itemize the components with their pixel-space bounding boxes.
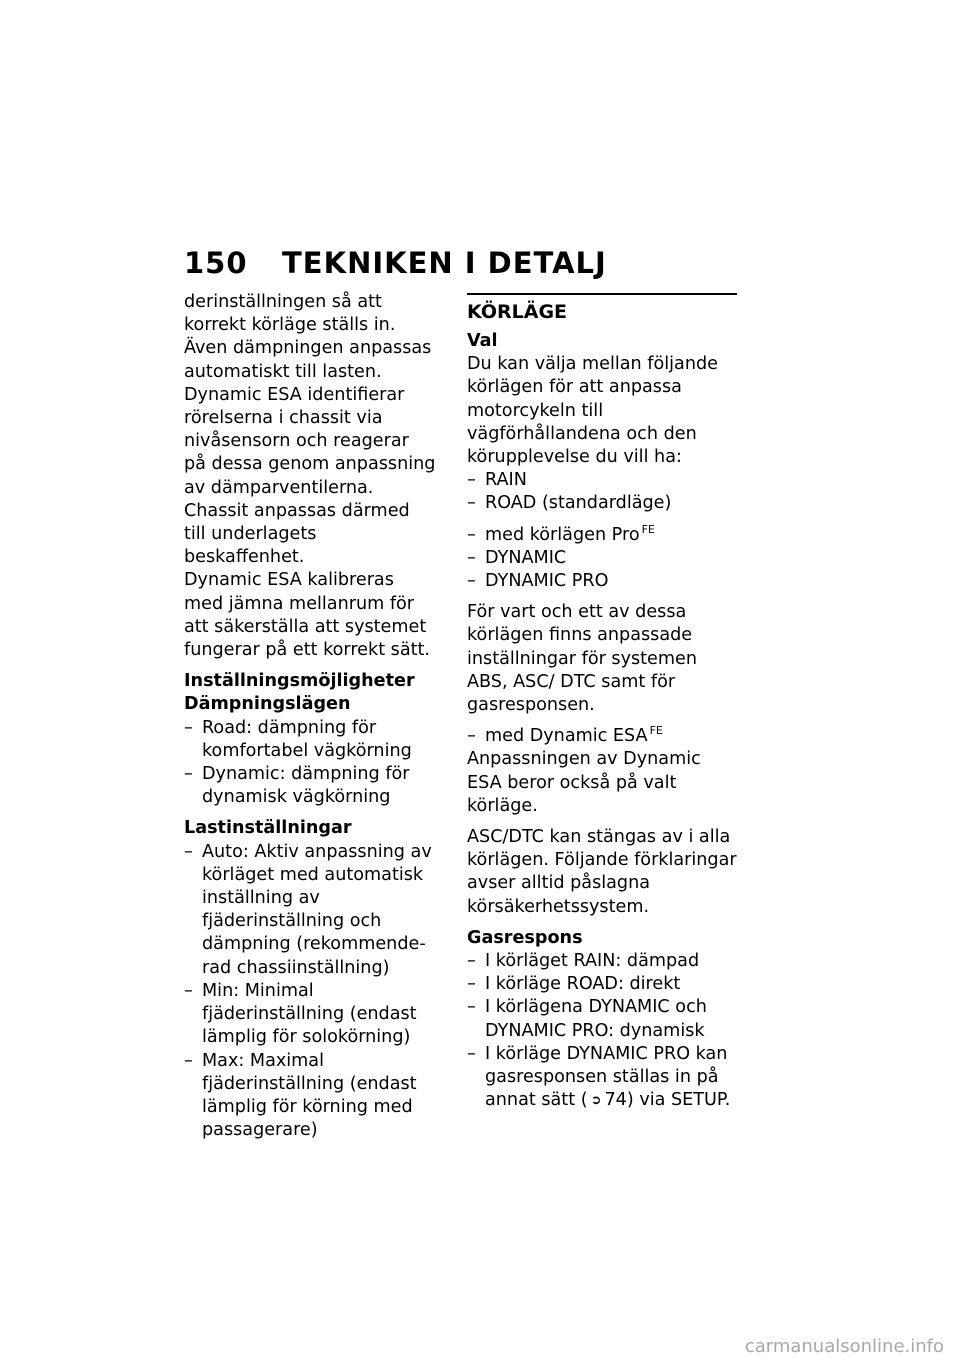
gas-list xyxy=(467,950,737,1112)
damping-list xyxy=(184,717,436,810)
right-column xyxy=(467,291,737,1113)
gas-last-text: I körläge DYNAMIC PRO kan gasresponsen ställas in på annat sätt ( xyxy=(485,1043,728,1111)
paragraph: Dynamic ESA kalibreras med jämna mellanrum för att säkerställa att systemet fungerar på ett korrekt sätt. xyxy=(184,570,431,661)
load-list xyxy=(184,841,436,1143)
chapter-title: TEKNIKEN I DETALJ xyxy=(282,246,607,280)
list-item: – Min: Minimal fjäderinställning (endast lämplig för solokörning) xyxy=(184,980,436,1050)
paragraph: Anpassningen av Dynamic ESA beror också på valt körläge. xyxy=(467,749,701,816)
paragraph: ASC/DTC kan stängas av i alla körlägen. Följande förklaringar avser alltid påslagna körsäkerhetssystem. xyxy=(467,827,737,917)
list-item: – Auto: Aktiv anpassning av körläget med automatisk inställning av fjäderinställning och dämpning (rekommenderad chassiinställning) xyxy=(184,841,436,980)
subheading-val: Val xyxy=(467,331,498,351)
page-header xyxy=(184,246,607,286)
subheading-gas: Gasrespons xyxy=(467,927,583,948)
list-item: – RAIN xyxy=(467,469,737,492)
page-number: 150 xyxy=(184,246,248,280)
list-item: – I körlägena DYNAMIC och DYNAMIC PRO: dynamisk xyxy=(467,996,737,1042)
paragraph: Dynamic ESA identifierar rörelserna i chassit via nivåsensorn och reagerar på dessa genom anpassning av dämparventilerna. Chassit anpassas därmed till underlagets beskaffenhet. xyxy=(184,384,436,568)
footnote-sup: FE xyxy=(641,522,655,536)
list-item: – DYNAMIC xyxy=(467,547,737,570)
paragraph: För vart och ett av dessa körlägen finns anpassade inställningar för systemen ABS, ASC/ DTC samt för gasresponsen. xyxy=(467,602,697,716)
heading-damping: Dämpningslägen xyxy=(184,694,351,715)
heading-load: Lastinställningar xyxy=(184,818,352,839)
paragraph: derinställningen så att korrekt körläge ställs in. Även dämpningen anpassas automatiskt till lasten. xyxy=(184,292,432,382)
watermark: carmanualsonline.info xyxy=(744,1336,944,1357)
section-title: KÖRLÄGE xyxy=(467,301,568,323)
list-item xyxy=(467,725,737,748)
left-column xyxy=(184,291,436,1142)
pro-label-list xyxy=(467,524,737,547)
heading-settings: Inställningsmöjligheter xyxy=(184,671,415,692)
gas-last-text-end: ) via SETUP. xyxy=(626,1090,731,1111)
page-ref[interactable]: 74 xyxy=(604,1090,627,1111)
list-item: – Dynamic: dämpning för dynamisk vägkörning xyxy=(184,763,436,809)
list-item: – I körläget RAIN: dämpad xyxy=(467,950,737,973)
list-item: – Max: Maximal fjäderinställning (endast lämplig för körning med passagerare) xyxy=(184,1050,436,1143)
modes-pro-list xyxy=(467,547,737,593)
footnote-sup: FE xyxy=(649,724,663,738)
list-item xyxy=(467,524,737,547)
pro-label: med körlägen Pro xyxy=(485,524,640,545)
modes-basic-list xyxy=(467,469,737,515)
list-item: – Road: dämpning för komfortabel vägkörning xyxy=(184,717,436,763)
esa-label: med Dynamic ESA xyxy=(485,726,648,747)
list-item xyxy=(467,1043,737,1113)
page-ref-arrow-icon: ➲ xyxy=(590,1093,602,1109)
esa-label-list xyxy=(467,725,737,748)
list-item: – I körläge ROAD: direkt xyxy=(467,973,737,996)
paragraph: Du kan välja mellan följande körlägen för att anpassa motorcykeln till vägförhållandena och den körupplevelse du vill ha: xyxy=(467,354,718,468)
section-rule xyxy=(467,293,737,295)
list-item: – ROAD (standardläge) xyxy=(467,492,737,515)
list-item: – DYNAMIC PRO xyxy=(467,570,737,593)
